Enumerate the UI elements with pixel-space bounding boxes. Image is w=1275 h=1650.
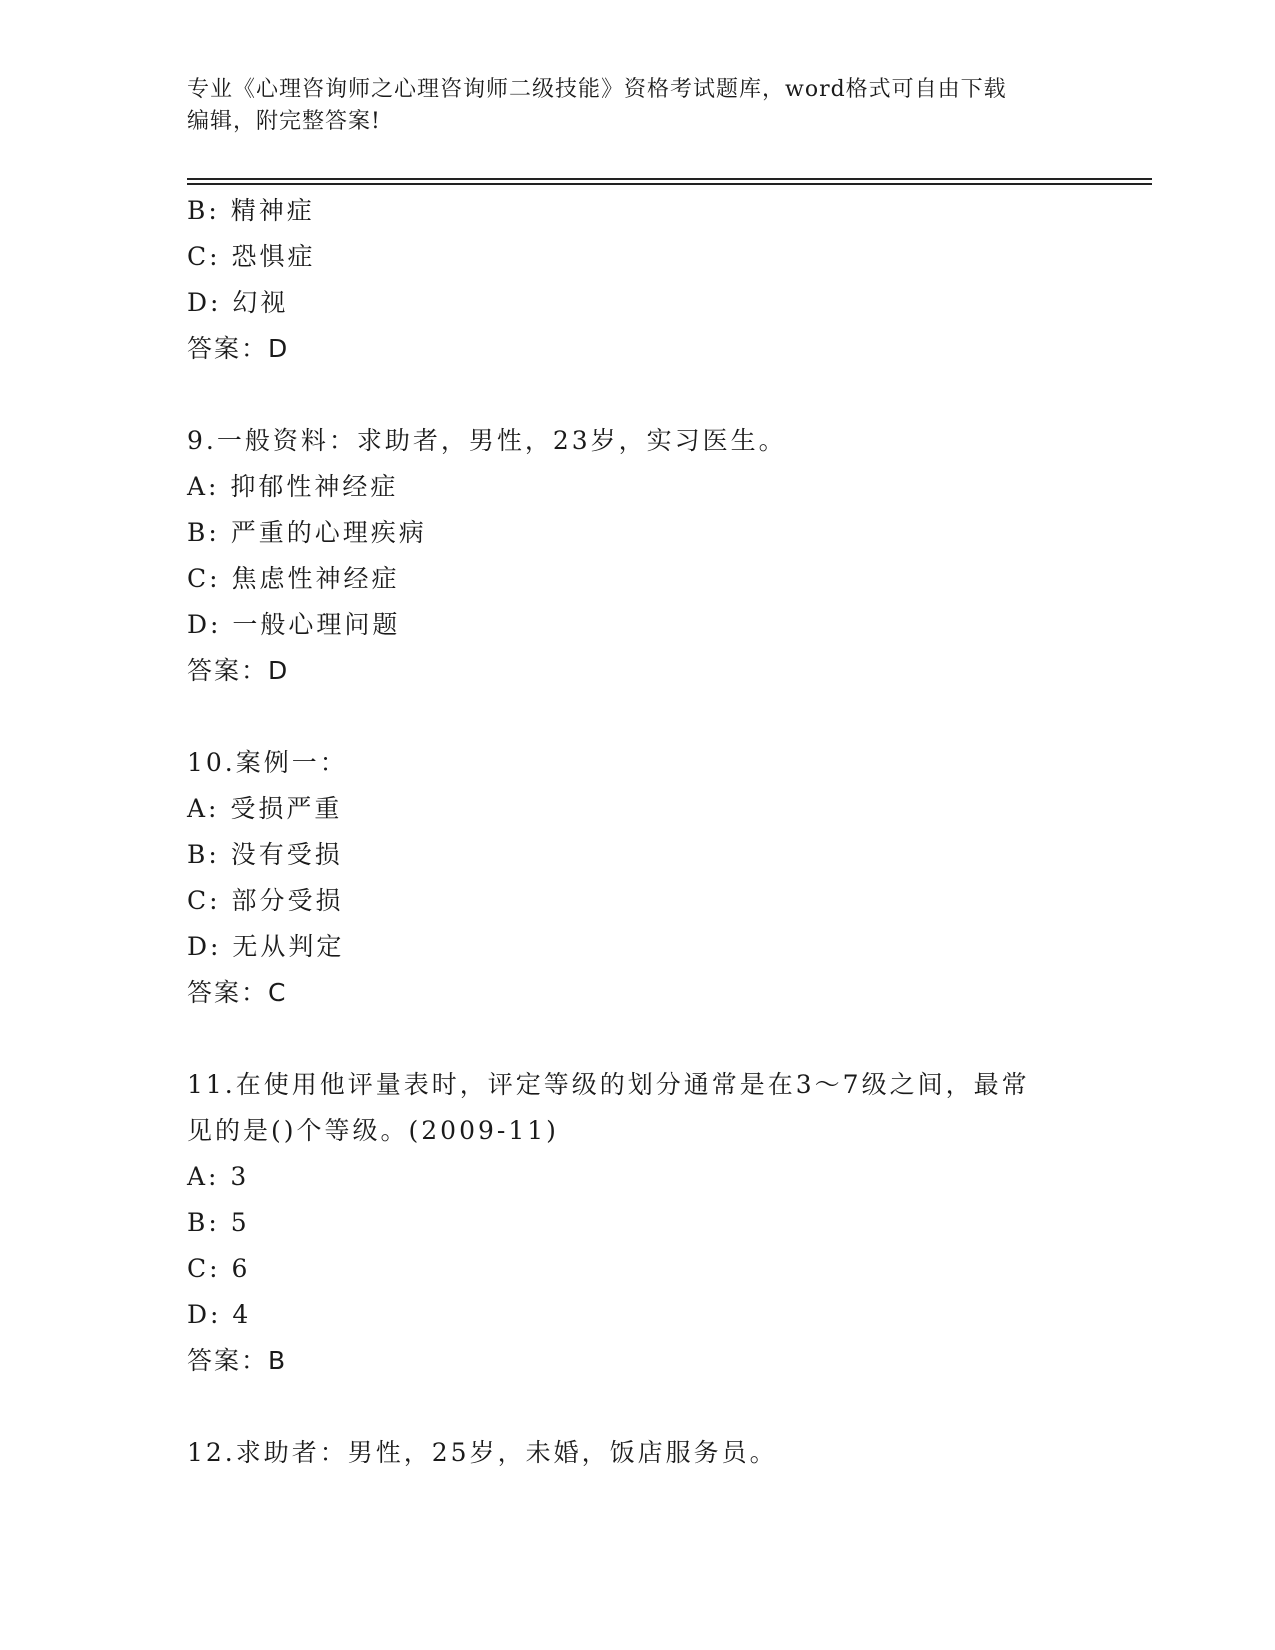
- question-stem: 9.一般资料：求助者，男性，23岁，实习医生。: [187, 426, 787, 455]
- option-b: B: 没有受损: [187, 840, 343, 869]
- option-d: D: 幻视: [187, 288, 289, 317]
- option-d: D: 一般心理问题: [187, 610, 401, 639]
- answer-line: 答案：D: [187, 334, 290, 363]
- option-c: C: 6: [187, 1254, 251, 1283]
- header-line-1: 专业《心理咨询师之心理咨询师二级技能》资格考试题库，word格式可自由下载: [187, 77, 1007, 102]
- header-divider-bottom: [187, 183, 1152, 185]
- question-list: [187, 188, 1067, 1476]
- option-c: C: 恐惧症: [187, 242, 316, 271]
- question-stem-line-1: 11.在使用他评量表时，评定等级的划分通常是在3～7级之间，最常: [187, 1070, 1030, 1099]
- answer-line: 答案：D: [187, 656, 290, 685]
- option-c: C: 焦虑性神经症: [187, 564, 400, 593]
- option-b: B: 严重的心理疾病: [187, 518, 427, 547]
- option-d: D: 4: [187, 1300, 252, 1329]
- question-12: [187, 1430, 1067, 1476]
- option-d: D: 无从判定: [187, 932, 345, 961]
- header-divider-top: [187, 178, 1152, 180]
- question-11: [187, 1062, 1067, 1384]
- option-a: A: 受损严重: [187, 794, 343, 823]
- option-a: A: 抑郁性神经症: [187, 472, 399, 501]
- question-10: [187, 740, 1067, 1016]
- question-9: [187, 418, 1067, 694]
- question-stem: 10.案例一：: [187, 748, 348, 777]
- option-c: C: 部分受损: [187, 886, 344, 915]
- option-b: B: 5: [187, 1208, 250, 1237]
- question-8-partial: [187, 188, 1067, 372]
- question-stem-line-2: 见的是()个等级。(2009-11): [187, 1116, 559, 1145]
- answer-line: 答案：B: [187, 1346, 288, 1375]
- option-b: B: 精神症: [187, 196, 315, 225]
- header-line-2: 编辑，附完整答案!: [187, 109, 381, 134]
- answer-line: 答案：C: [187, 978, 288, 1007]
- question-stem: 12.求助者：男性，25岁，未婚，饭店服务员。: [187, 1438, 778, 1467]
- option-a: A: 3: [187, 1162, 250, 1191]
- document-header: [187, 74, 1067, 138]
